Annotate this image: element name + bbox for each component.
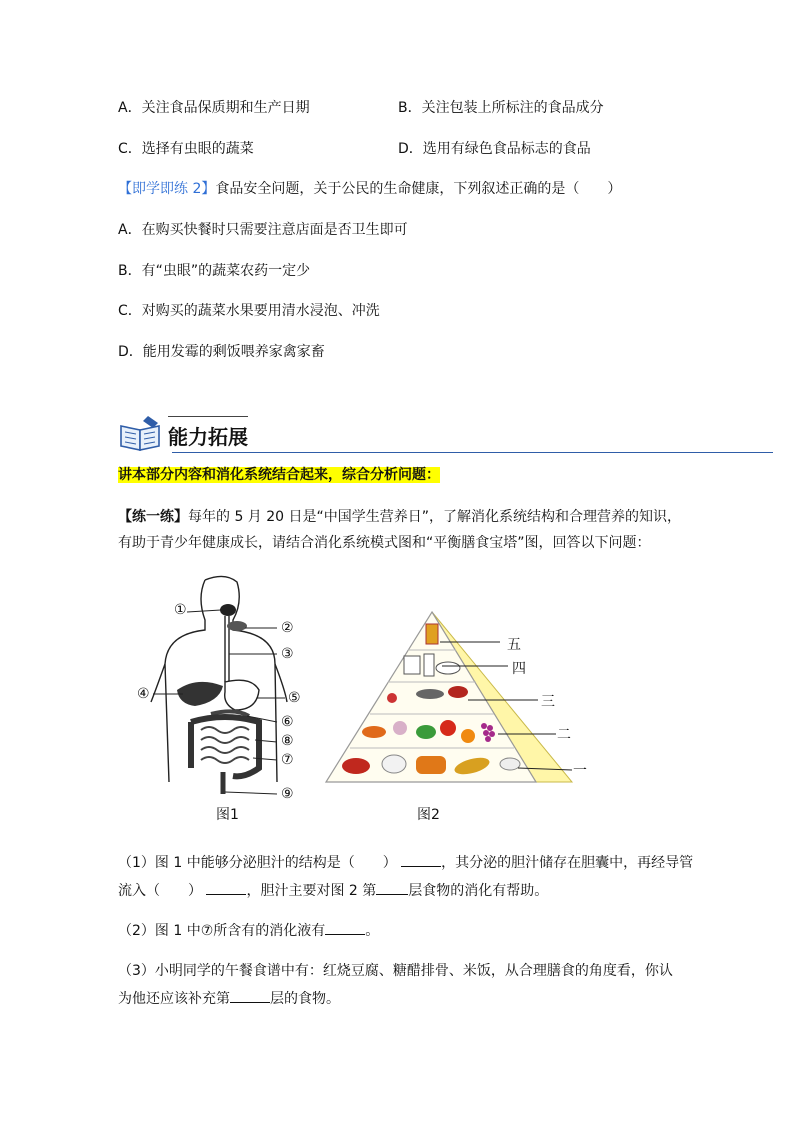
section-overline (168, 416, 248, 417)
section-header (118, 410, 773, 456)
pyramid-level-4: 四 (512, 661, 526, 677)
question-2-stem: 食品安全问题，关于公民的生命健康，下列叙述正确的是（ ） (215, 181, 622, 197)
answer-blank[interactable] (206, 894, 246, 895)
fig1-label-4: ④ (137, 686, 150, 702)
exercise-tag: 【练一练】 (118, 509, 188, 525)
q2-option-a: A．在购买快餐时只需要注意店面是否卫生即可 (118, 222, 408, 238)
option-d: D．选用有绿色食品标志的食品 (398, 141, 591, 157)
option-b: B．关注包装上所标注的食品成分 (398, 100, 604, 116)
q2-option-d: D．能用发霉的剩饭喂养家禽家畜 (118, 344, 325, 360)
subquestion-3-line-1: （3）小明同学的午餐食谱中有：红烧豆腐、糖醋排骨、米饭，从合理膳食的角度看，你认 (118, 963, 673, 979)
figure-1-caption: 图1 (216, 807, 239, 823)
pyramid-level-1: 一 (573, 763, 587, 779)
answer-blank[interactable] (325, 934, 365, 935)
question-2 (118, 178, 621, 198)
fig1-label-8: ⑧ (281, 733, 294, 749)
open-book-icon (118, 414, 164, 454)
option-a: A．关注食品保质期和生产日期 (118, 100, 310, 116)
q2-option-c: C．对购买的蔬菜水果要用清水浸泡、冲洗 (118, 303, 380, 319)
option-c: C．选择有虫眼的蔬菜 (118, 141, 254, 157)
fig1-label-9: ⑨ (281, 786, 294, 802)
fig1-label-2: ② (281, 620, 294, 636)
pyramid-level-2: 二 (557, 727, 571, 743)
fig1-label-5: ⑤ (288, 690, 301, 706)
question-2-tag: 【即学即练 2】 (118, 181, 216, 197)
pyramid-level-3: 三 (541, 694, 555, 710)
fig1-label-6: ⑥ (281, 714, 294, 730)
fig1-label-7: ⑦ (281, 752, 294, 768)
section-title: 能力拓展 (168, 425, 248, 449)
pyramid-level-5: 五 (507, 637, 521, 653)
answer-blank[interactable] (376, 894, 408, 895)
exercise-line-2: 有助于青少年健康成长，请结合消化系统模式图和“平衡膳食宝塔”图，回答以下问题： (118, 535, 651, 551)
subquestion-1-line-2: 流入（ ） ，胆汁主要对图 2 第 层食物的消化有帮助。 (118, 883, 549, 899)
fig1-label-3: ③ (281, 646, 294, 662)
subquestion-3-line-2: 为他还应该补充第 层的食物。 (118, 991, 340, 1007)
fig1-label-1: ① (174, 602, 187, 618)
q2-option-b: B．有“虫眼”的蔬菜农药一定少 (118, 263, 311, 279)
section-intro: 讲本部分内容和消化系统结合起来，综合分析问题： (118, 467, 440, 483)
figure-2-caption: 图2 (417, 807, 440, 823)
exercise-line-1: 【练一练】每年的 5 月 20 日是“中国学生营养日”，了解消化系统结构和合理营养的知识， (118, 509, 682, 525)
subquestion-2: （2）图 1 中⑦所含有的消化液有 。 (118, 923, 380, 939)
digestive-system-figure (125, 572, 315, 804)
subquestion-1-line-1: （1）图 1 中能够分泌胆汁的结构是（ ） ，其分泌的胆汁储存在胆囊中，再经导管 (118, 855, 694, 871)
section-rule (172, 452, 773, 453)
answer-blank[interactable] (230, 1002, 270, 1003)
answer-blank[interactable] (401, 866, 441, 867)
